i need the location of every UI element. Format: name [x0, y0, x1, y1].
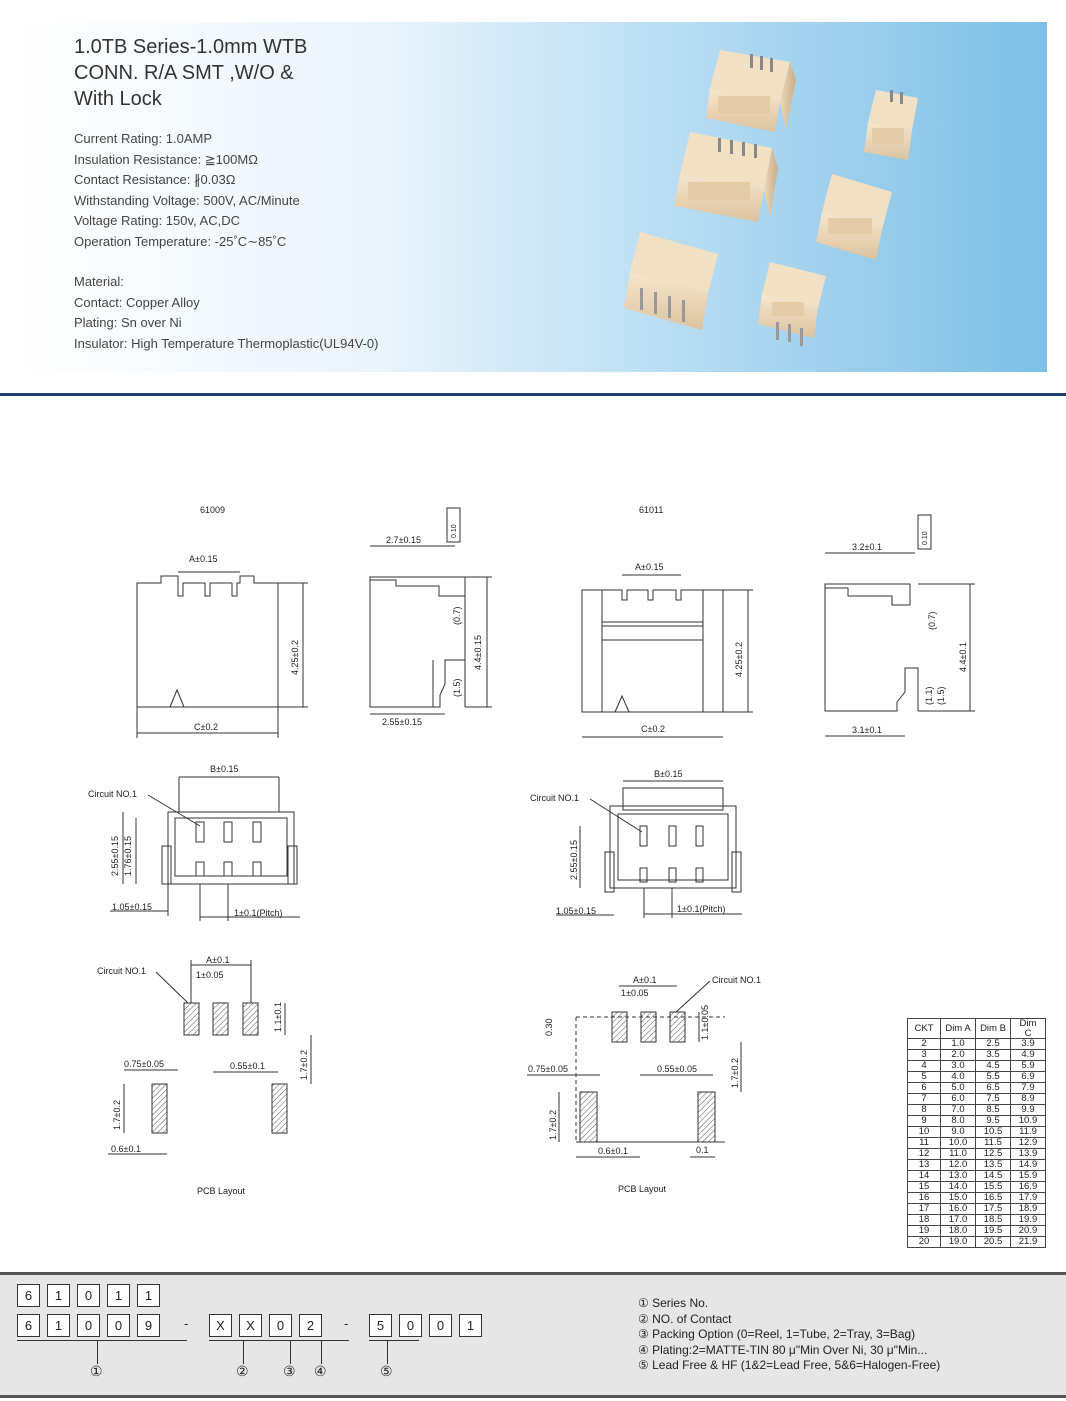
table-cell: 3.9 [1011, 1039, 1046, 1050]
code-marker-line [243, 1340, 244, 1364]
table-cell: 16 [908, 1193, 941, 1204]
header-banner [0, 0, 1066, 395]
dim-b015: B±0.15 [210, 764, 239, 774]
table-cell: 14 [908, 1171, 941, 1182]
table-row [908, 1193, 1046, 1204]
table-cell: 20 [908, 1237, 941, 1248]
table-cell: 18.9 [1011, 1204, 1046, 1215]
table-cell: 13.5 [976, 1160, 1011, 1171]
table-row [908, 1215, 1046, 1226]
material-heading: Material: [74, 274, 124, 289]
table-cell: 7 [908, 1094, 941, 1105]
col-dim-c: Dim C [1011, 1019, 1046, 1039]
drawing-61011-top [530, 769, 742, 918]
table-cell: 11 [908, 1138, 941, 1149]
dim-d07: (0.7) [452, 606, 462, 625]
code-marker-line [97, 1340, 98, 1364]
code-digit-box: 0 [399, 1314, 422, 1337]
table-cell: 9 [908, 1116, 941, 1127]
dim-w06-r: 0.6±0.1 [598, 1146, 628, 1156]
table-cell: 17.5 [976, 1204, 1011, 1215]
table-header-row [908, 1019, 1046, 1039]
code-digit-box: 0 [429, 1314, 452, 1337]
legend-item: ③ Packing Option (0=Reel, 1=Tube, 2=Tray, 3=Bag) [638, 1327, 916, 1341]
code-digit-box: 5 [369, 1314, 392, 1337]
dim-flat: 0.10 [451, 524, 458, 538]
spec-withstanding-voltage: Withstanding Voltage: 500V, AC/Minute [74, 192, 300, 208]
table-cell: 6 [908, 1083, 941, 1094]
product-title [74, 34, 307, 112]
table-cell: 14.0 [941, 1182, 976, 1193]
code-digit-box: 0 [77, 1284, 100, 1307]
dim-w075-r: 0.75±0.05 [528, 1064, 568, 1074]
dim-w105: 1.05±0.15 [112, 902, 152, 912]
table-cell: 5 [908, 1072, 941, 1083]
dim-c02: C±0.2 [194, 722, 218, 732]
table-row [908, 1127, 1046, 1138]
code-digit-box: 1 [47, 1284, 70, 1307]
table-cell: 15 [908, 1182, 941, 1193]
table-cell: 19.9 [1011, 1215, 1046, 1226]
table-cell: 11.0 [941, 1149, 976, 1160]
dim-h425: 4.25±0.2 [290, 640, 300, 675]
code-marker: ① [90, 1364, 103, 1380]
electrical-specs [74, 129, 300, 253]
table-cell: 17 [908, 1204, 941, 1215]
table-cell: 1.0 [941, 1039, 976, 1050]
header-divider [0, 393, 1066, 396]
table-row [908, 1050, 1046, 1061]
spec-voltage-rating: Voltage Rating: 150v, AC,DC [74, 213, 240, 229]
table-row [908, 1160, 1046, 1171]
table-cell: 15.9 [1011, 1171, 1046, 1182]
table-cell: 2 [908, 1039, 941, 1050]
dim-w32: 3.2±0.1 [852, 542, 882, 552]
dim-a015-r: A±0.15 [635, 562, 664, 572]
table-cell: 5.5 [976, 1072, 1011, 1083]
code-marker-line [387, 1340, 388, 1364]
table-cell: 18.0 [941, 1226, 976, 1237]
code-separator: - [344, 1316, 349, 1331]
code-group-underline [299, 1340, 349, 1341]
table-cell: 8 [908, 1105, 941, 1116]
table-cell: 4.0 [941, 1072, 976, 1083]
legend-item: ① Series No. [638, 1296, 709, 1310]
part-label-61009: 61009 [200, 505, 226, 515]
title-line: With Lock [74, 88, 162, 110]
table-row [908, 1039, 1046, 1050]
dim-h176: 1.76±0.15 [123, 836, 133, 876]
table-cell: 5.0 [941, 1083, 976, 1094]
code-separator: - [184, 1316, 189, 1331]
code-marker: ⑤ [380, 1364, 393, 1380]
code-digit-box: 6 [17, 1314, 40, 1337]
table-cell: 5.9 [1011, 1061, 1046, 1072]
code-digit-box: X [239, 1314, 262, 1337]
table-row [908, 1138, 1046, 1149]
table-row [908, 1204, 1046, 1215]
connector-photo [816, 174, 892, 260]
legend-item: ⑤ Lead Free & HF (1&2=Lead Free, 5&6=Halogen-Free) [638, 1358, 941, 1372]
table-row [908, 1182, 1046, 1193]
drawing-61009-side [370, 508, 492, 727]
dim-h17-rb: 1.7±0.2 [548, 1110, 558, 1140]
code-digit-box: 1 [137, 1284, 160, 1307]
table-cell: 6.0 [941, 1094, 976, 1105]
table-cell: 12.9 [1011, 1138, 1046, 1149]
table-cell: 7.5 [976, 1094, 1011, 1105]
pcb-layout-label-r: PCB Layout [618, 1184, 667, 1194]
code-digit-box: 0 [77, 1314, 100, 1337]
table-cell: 3 [908, 1050, 941, 1061]
drawing-61009-front [137, 505, 308, 738]
table-cell: 7.9 [1011, 1083, 1046, 1094]
dim-d15-r: (1.5) [936, 686, 946, 705]
title-line: CONN. R/A SMT ,W/O & [74, 62, 294, 84]
table-cell: 9.0 [941, 1127, 976, 1138]
table-cell: 9.5 [976, 1116, 1011, 1127]
pcb-layout-label: PCB Layout [197, 1186, 246, 1196]
connector-photo [674, 132, 778, 222]
table-row [908, 1072, 1046, 1083]
drawing-61011-side [825, 515, 975, 736]
table-row [908, 1116, 1046, 1127]
dim-w255: 2.55±0.15 [382, 717, 422, 727]
table-cell: 6.5 [976, 1083, 1011, 1094]
code-group-underline [17, 1340, 187, 1341]
code-digit-box: 0 [107, 1314, 130, 1337]
legend-item: ② NO. of Contact [638, 1311, 732, 1326]
table-row [908, 1171, 1046, 1182]
code-digit-box: X [209, 1314, 232, 1337]
table-cell: 2.0 [941, 1050, 976, 1061]
spec-insulation-resistance: Insulation Resistance: ≧100MΩ [74, 151, 258, 167]
table-cell: 13 [908, 1160, 941, 1171]
table-cell: 14.5 [976, 1171, 1011, 1182]
dim-h17-r: 1.7±0.2 [730, 1058, 740, 1088]
table-cell: 17.0 [941, 1215, 976, 1226]
code-digit-box: 0 [269, 1314, 292, 1337]
code-marker-line [321, 1340, 322, 1364]
table-cell: 11.5 [976, 1138, 1011, 1149]
table-cell: 12 [908, 1149, 941, 1160]
table-cell: 10.5 [976, 1127, 1011, 1138]
table-cell: 15.5 [976, 1182, 1011, 1193]
spec-contact-resistance: Contact Resistance: ∦0.03Ω [74, 172, 236, 188]
dim-h425-r: 4.25±0.2 [734, 642, 744, 677]
table-cell: 12.0 [941, 1160, 976, 1171]
material-contact: Contact: Copper Alloy [74, 294, 200, 310]
dim-b015-r: B±0.15 [654, 769, 683, 779]
circuit-label: Circuit NO.1 [88, 789, 138, 799]
connector-photo [758, 262, 826, 346]
circuit-label-pcb-r: Circuit NO.1 [712, 975, 762, 985]
code-group-underline [369, 1340, 419, 1341]
code-digit-box: 6 [17, 1284, 40, 1307]
dim-flat-r: 0.10 [922, 531, 929, 545]
table-cell: 4 [908, 1061, 941, 1072]
dim-h44015: 4.4±0.15 [473, 635, 483, 670]
material-plating: Plating: Sn over Ni [74, 315, 182, 331]
dim-p105: 1±0.05 [196, 970, 224, 980]
col-ckt: CKT [908, 1019, 941, 1039]
part-label-61011: 61011 [639, 505, 664, 515]
dim-p105-r: 1±0.05 [621, 988, 649, 998]
code-digit-box: 1 [459, 1314, 482, 1337]
dim-d07-r: (0.7) [927, 611, 937, 630]
table-row [908, 1149, 1046, 1160]
table-cell: 10.0 [941, 1138, 976, 1149]
drawing-61011-front [582, 505, 753, 737]
table-cell: 9.9 [1011, 1105, 1046, 1116]
code-marker-line [290, 1340, 291, 1364]
pcb-layout-61009 [97, 955, 311, 1196]
dim-pitch-r: 1±0.1(Pitch) [677, 904, 726, 914]
table-cell: 7.0 [941, 1105, 976, 1116]
pcb-layout-61011 [527, 975, 761, 1194]
part-number-legend [638, 1296, 940, 1374]
dim-w31: 3.1±0.1 [852, 725, 882, 735]
code-marker: ③ [283, 1364, 296, 1380]
circuit-label-pcb: Circuit NO.1 [97, 966, 147, 976]
spec-current-rating: Current Rating: 1.0AMP [74, 131, 213, 146]
table-cell: 8.5 [976, 1105, 1011, 1116]
table-cell: 18.5 [976, 1215, 1011, 1226]
col-dim-b: Dim B [976, 1019, 1011, 1039]
dim-d15: (1.5) [452, 678, 462, 697]
dim-w06: 0.6±0.1 [111, 1144, 141, 1154]
table-cell: 21.9 [1011, 1237, 1046, 1248]
legend-item: ④ Plating:2=MATTE-TIN 80 μ"Min Over Ni, 30 μ"Min... [638, 1342, 928, 1357]
dim-h255-r: 2.55±0.15 [569, 840, 579, 880]
code-marker: ② [236, 1364, 249, 1380]
table-cell: 16.5 [976, 1193, 1011, 1204]
dim-c02-r: C±0.2 [641, 724, 665, 734]
connector-photo [864, 90, 918, 160]
table-cell: 19 [908, 1226, 941, 1237]
dim-a015: A±0.15 [189, 554, 218, 564]
table-cell: 13.9 [1011, 1149, 1046, 1160]
dim-h4401: 4.4±0.1 [958, 642, 968, 672]
table-cell: 8.0 [941, 1116, 976, 1127]
code-marker: ④ [314, 1364, 327, 1380]
table-cell: 3.0 [941, 1061, 976, 1072]
table-row [908, 1105, 1046, 1116]
table-row [908, 1083, 1046, 1094]
connector-photo [706, 50, 796, 132]
dim-w055: 0.55±0.1 [230, 1061, 265, 1071]
dim-a01-r: A±0.1 [633, 975, 657, 985]
dim-w05505: 0.55±0.05 [657, 1064, 697, 1074]
ckt-dimension-table [907, 1018, 1046, 1248]
table-cell: 3.5 [976, 1050, 1011, 1061]
table-row [908, 1237, 1046, 1248]
dim-a01: A±0.1 [206, 955, 230, 965]
dim-d01: 0.1 [696, 1145, 709, 1155]
circuit-label-r: Circuit NO.1 [530, 793, 580, 803]
code-digit-box: 1 [47, 1314, 70, 1337]
dim-pitch: 1±0.1(Pitch) [234, 908, 283, 918]
col-dim-a: Dim A [941, 1019, 976, 1039]
code-digit-box: 1 [107, 1284, 130, 1307]
material-insulator: Insulator: High Temperature Thermoplastic(UL94V-0) [74, 335, 379, 351]
table-cell: 10.9 [1011, 1116, 1046, 1127]
table-cell: 20.9 [1011, 1226, 1046, 1237]
title-line: 1.0TB Series-1.0mm WTB [74, 36, 308, 58]
table-cell: 13.0 [941, 1171, 976, 1182]
spec-operation-temperature: Operation Temperature: -25˚C∼85˚C [74, 233, 287, 249]
table-cell: 19.0 [941, 1237, 976, 1248]
table-cell: 16.0 [941, 1204, 976, 1215]
table-cell: 4.5 [976, 1061, 1011, 1072]
dim-h17-b: 1.7±0.2 [112, 1100, 122, 1130]
table-cell: 8.9 [1011, 1094, 1046, 1105]
table-cell: 2.5 [976, 1039, 1011, 1050]
dim-h1105: 1.1±0.05 [700, 1005, 710, 1040]
connector-photo [624, 232, 718, 330]
table-row [908, 1226, 1046, 1237]
table-cell: 4.9 [1011, 1050, 1046, 1061]
table-cell: 20.5 [976, 1237, 1011, 1248]
dim-w105-r: 1.05±0.15 [556, 906, 596, 916]
table-cell: 14.9 [1011, 1160, 1046, 1171]
table-cell: 16.9 [1011, 1182, 1046, 1193]
table-cell: 12.5 [976, 1149, 1011, 1160]
table-row [908, 1094, 1046, 1105]
table-cell: 15.0 [941, 1193, 976, 1204]
product-photo [600, 40, 940, 360]
table-cell: 11.9 [1011, 1127, 1046, 1138]
table-cell: 18 [908, 1215, 941, 1226]
dim-w27: 2.7±0.15 [386, 535, 421, 545]
dim-d11: (1.1) [924, 686, 934, 705]
table-cell: 17.9 [1011, 1193, 1046, 1204]
drawing-61009-top [88, 764, 300, 921]
dim-h17: 1.7±0.2 [299, 1050, 309, 1080]
dim-w075: 0.75±0.05 [124, 1059, 164, 1069]
table-cell: 6.9 [1011, 1072, 1046, 1083]
table-row [908, 1061, 1046, 1072]
code-digit-box: 9 [137, 1314, 160, 1337]
table-cell: 19.5 [976, 1226, 1011, 1237]
code-digit-box: 2 [299, 1314, 322, 1337]
table-cell: 10 [908, 1127, 941, 1138]
dim-d030: 0.30 [544, 1018, 554, 1036]
material-specs [74, 272, 378, 354]
dim-h255: 2.55±0.15 [110, 836, 120, 876]
dim-h11: 1.1±0.1 [273, 1002, 283, 1032]
